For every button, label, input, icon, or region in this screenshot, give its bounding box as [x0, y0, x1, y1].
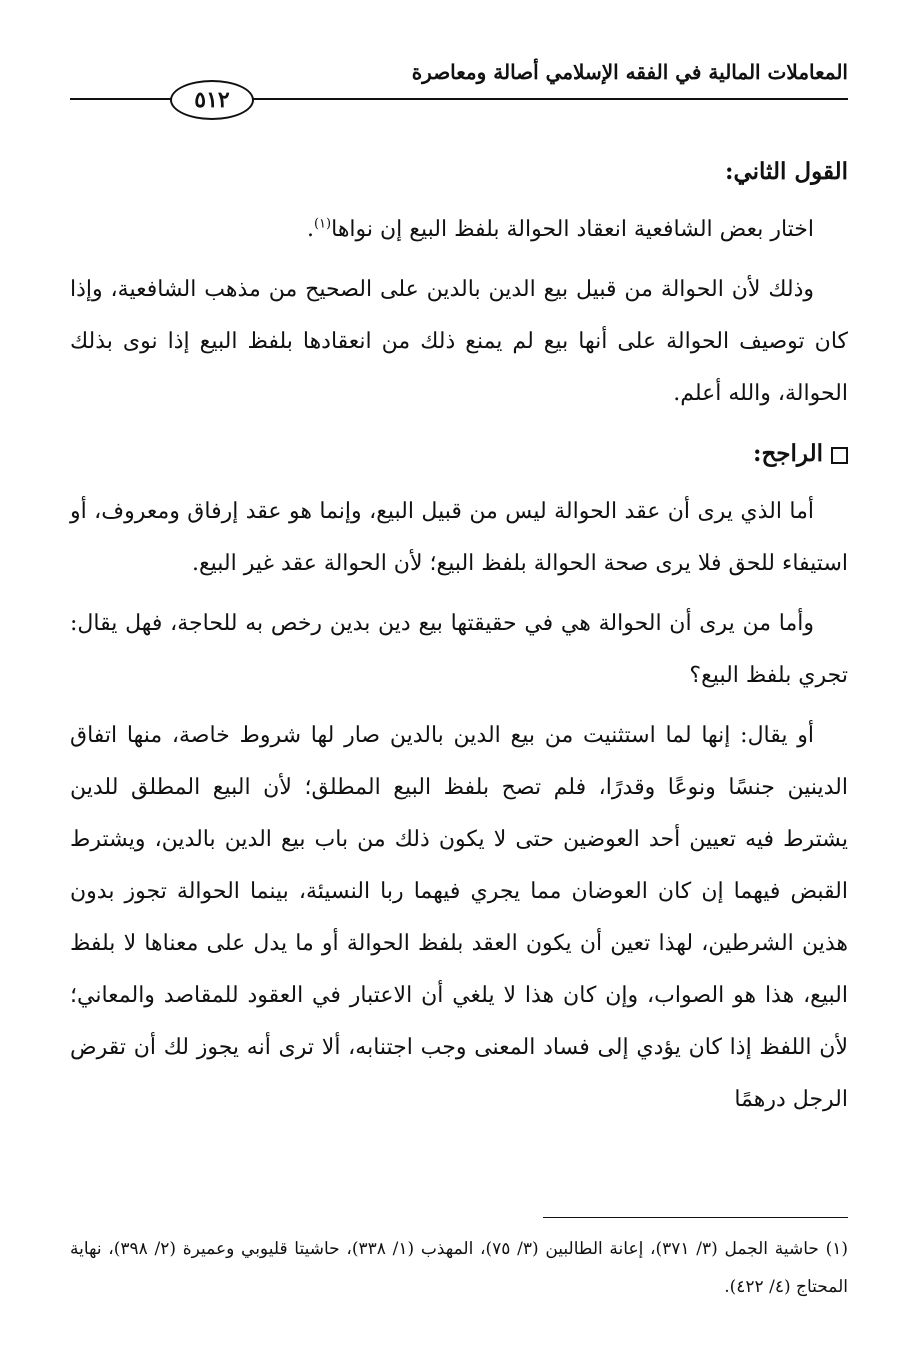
footnotes: [70, 1230, 848, 1306]
heading-preferred: [70, 428, 848, 480]
footnote-rule: [543, 1217, 848, 1218]
running-header-title: المعاملات المالية في الفقه الإسلامي أصالة ومعاصرة: [411, 60, 848, 84]
paragraph-1-text: اختار بعض الشافعية انعقاد الحوالة بلفظ البيع إن نواها: [331, 217, 814, 242]
page-body: [70, 146, 848, 1134]
page-number: ٥١٢: [170, 80, 254, 120]
paragraph-3: أما الذي يرى أن عقد الحوالة ليس من قبيل البيع، وإنما هو عقد إرفاق ومعروف، أو استيفاء للحق فلا يرى صحة الحوالة بلفظ البيع؛ لأن الحوالة عقد غير البيع.: [70, 499, 848, 576]
checkbox-bullet-icon: [831, 447, 848, 464]
book-page: [70, 40, 848, 1330]
footnote-ref-1[interactable]: (١): [313, 216, 332, 232]
paragraph-5: أو يقال: إنها لما استثنيت من بيع الدين بالدين صار لها شروط خاصة، منها اتفاق الدينين جنسًا ونوعًا وقدرًا، فلم تصح بلفظ البيع المطلق؛ لأن البيع المطلق للدين يشترط فيه تعيين أحد العوضين حتى لا يكون ذلك من باب بيع الدين بالدين، ويشترط القبض فيهما إن كان العوضان مما يجري فيهما ربا النسيئة، بينما الحوالة تجوز بدون هذين الشرطين، لهذا تعين أن يكون العقد بلفظ الحوالة أو ما يدل على معناها لا بلفظ البيع، هذا هو الصواب، وإن كان هذا لا يلغي أن الاعتبار في العقود للمقاصد والمعاني؛ لأن اللفظ إذا كان يؤدي إلى فساد المعنى وجب اجتنابه، ألا ترى أنه يجوز لك أن تقرض الرجل درهمًا: [70, 723, 848, 1112]
heading-preferred-text: الراجح:: [752, 440, 823, 467]
heading-second-opinion: القول الثاني:: [724, 158, 848, 185]
paragraph-1-end: .: [306, 217, 314, 242]
footnote-1: (١) حاشية الجمل (٣/ ٣٧١)، إعانة الطالبين (٣/ ٧٥)، المهذب (١/ ٣٣٨)، حاشيتا قليوبي وعميرة (٢/ ٣٩٨)، نهاية المحتاج (٤/ ٤٢٢).: [70, 1239, 849, 1297]
paragraph-4: وأما من يرى أن الحوالة هي في حقيقتها بيع دين بدين رخص به للحاجة، فهل يقال: تجري بلفظ البيع؟: [70, 611, 848, 688]
paragraph-2: وذلك لأن الحوالة من قبيل بيع الدين بالدين على الصحيح من مذهب الشافعية، وإذا كان توصيف الحوالة على أنها بيع لم يمنع ذلك من انعقادها بلفظ البيع إذا نوى بذلك الحوالة، والله أعلم.: [70, 277, 848, 406]
paragraph-1: [70, 204, 848, 256]
